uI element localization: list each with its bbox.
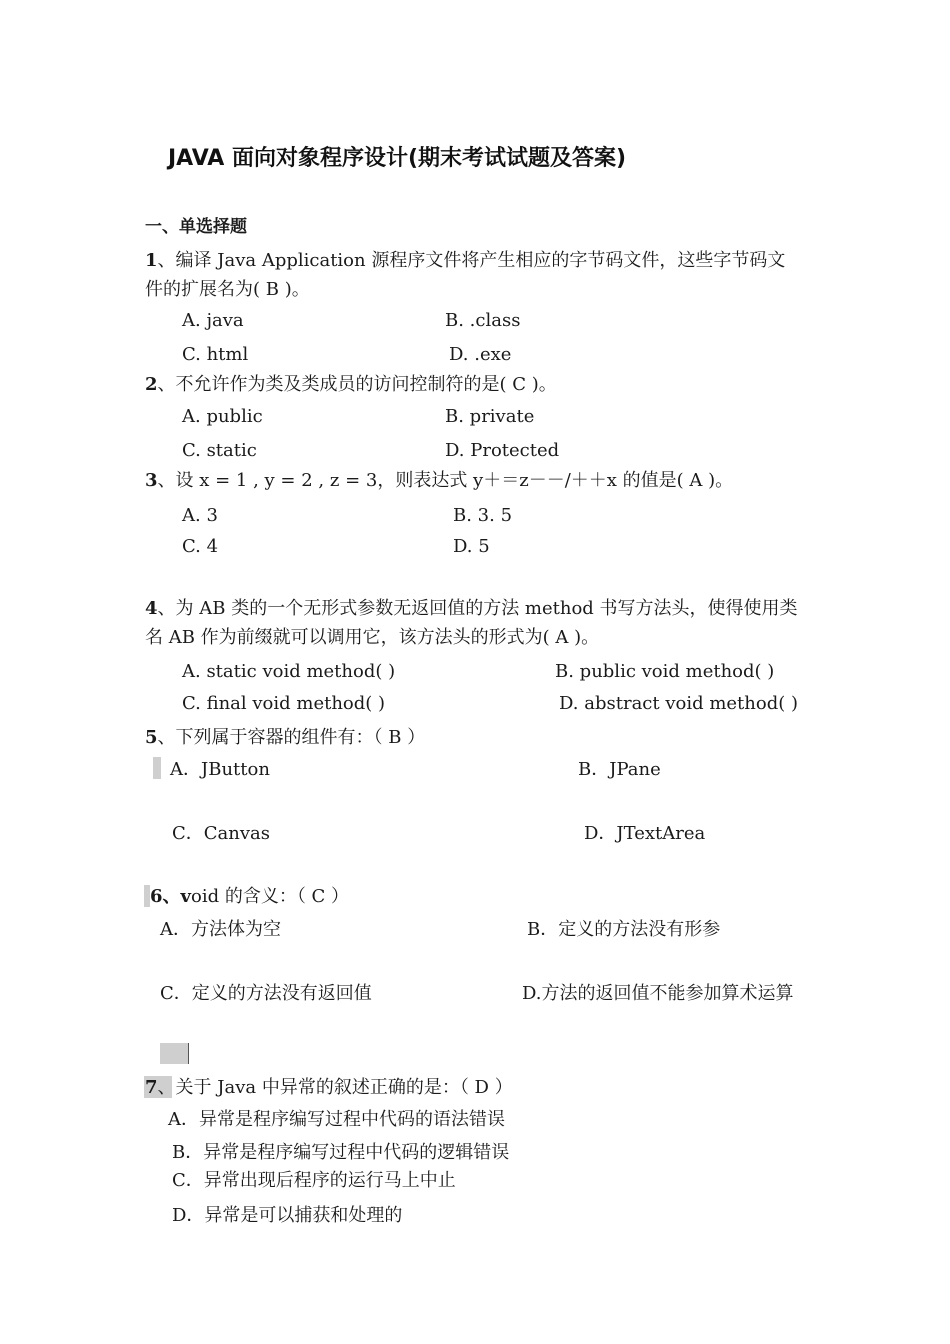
question-3-option-c: C. 4	[182, 536, 219, 557]
question-1-text: 、编译 Java Application 源程序文件将产生相应的字节码文件，这些字节码文	[157, 250, 786, 271]
question-1-line-2: 件的扩展名为( B )。	[145, 279, 310, 300]
question-4-line-2: 名 AB 作为前缀就可以调用它，该方法头的形式为( A )。	[145, 627, 600, 648]
question-1-option-c: C. html	[182, 344, 249, 365]
question-4-option-d: D. abstract void method( )	[559, 693, 799, 714]
question-4-option-b: B. public void method( )	[555, 661, 775, 682]
question-1-option-a: A. java	[182, 310, 244, 331]
question-6-option-a: A．方法体为空	[160, 919, 281, 940]
question-7-line-1	[145, 1076, 513, 1100]
question-7-option-d: D．异常是可以捕获和处理的	[172, 1205, 403, 1226]
question-6-text-start: 、v	[162, 886, 191, 907]
question-5-option-a: A．JButton	[170, 759, 270, 780]
question-3-text: 、设 x = 1 , y = 2 , z = 3，则表达式 y＋＝z－－/＋＋x 的值是( A )。	[157, 470, 734, 491]
question-2-option-b: B. private	[445, 406, 535, 427]
question-2-option-d: D. Protected	[445, 440, 560, 461]
question-1-option-d: D. .exe	[449, 344, 512, 365]
question-3-line-1	[145, 469, 733, 493]
question-4-option-c: C. final void method( )	[182, 693, 386, 714]
section-heading: 一、单选择题	[145, 217, 247, 237]
question-7-option-c: C．异常出现后程序的运行马上中止	[172, 1170, 456, 1191]
question-5-line-1	[145, 726, 425, 750]
question-2-number: 2	[145, 374, 158, 395]
question-7-number: 7	[145, 1077, 158, 1098]
selection-marker	[160, 1043, 188, 1064]
question-2-option-a: A. public	[182, 406, 263, 427]
question-5-option-c: C．Canvas	[172, 823, 271, 844]
question-5-option-d: D．JTextArea	[584, 823, 706, 844]
question-6-number: 6	[150, 886, 163, 907]
question-2-text: 、不允许作为类及类成员的访问控制符的是( C )。	[157, 374, 557, 395]
question-7-option-b: B．异常是程序编写过程中代码的逻辑错误	[172, 1142, 510, 1163]
question-1-option-b: B. .class	[445, 310, 521, 331]
question-2-option-c: C. static	[182, 440, 257, 461]
question-7-option-a: A．异常是程序编写过程中代码的语法错误	[168, 1109, 505, 1130]
question-7-text: 、关于 Java 中异常的叙述正确的是：（ D ）	[157, 1077, 513, 1098]
question-6-option-b: B．定义的方法没有形参	[527, 919, 721, 940]
selection-marker	[153, 757, 161, 779]
question-4-line-1	[145, 597, 798, 621]
question-4-option-a: A. static void method( )	[182, 661, 396, 682]
question-5-number: 5	[145, 727, 158, 748]
question-3-number: 3	[145, 470, 158, 491]
question-6-option-c: C．定义的方法没有返回值	[160, 983, 372, 1004]
document-title: JAVA 面向对象程序设计(期末考试试题及答案)	[168, 146, 627, 171]
question-6-text: oid 的含义：（ C ）	[191, 886, 350, 907]
question-6-line-1	[150, 885, 349, 909]
question-2-line-1	[145, 373, 557, 397]
question-1-line-1	[145, 249, 785, 273]
question-3-option-b: B. 3. 5	[453, 505, 513, 526]
question-4-text: 、为 AB 类的一个无形式参数无返回值的方法 method 书写方法头，使得使用类	[157, 598, 798, 619]
question-4-number: 4	[145, 598, 158, 619]
question-5-option-b: B．JPane	[578, 759, 661, 780]
question-3-option-a: A. 3	[182, 505, 218, 526]
question-6-option-d: D.方法的返回值不能参加算术运算	[522, 983, 794, 1004]
question-5-text: 、下列属于容器的组件有：（ B ）	[157, 727, 426, 748]
text-cursor	[188, 1043, 189, 1064]
question-1-number: 1	[145, 250, 158, 271]
question-3-option-d: D. 5	[453, 536, 490, 557]
